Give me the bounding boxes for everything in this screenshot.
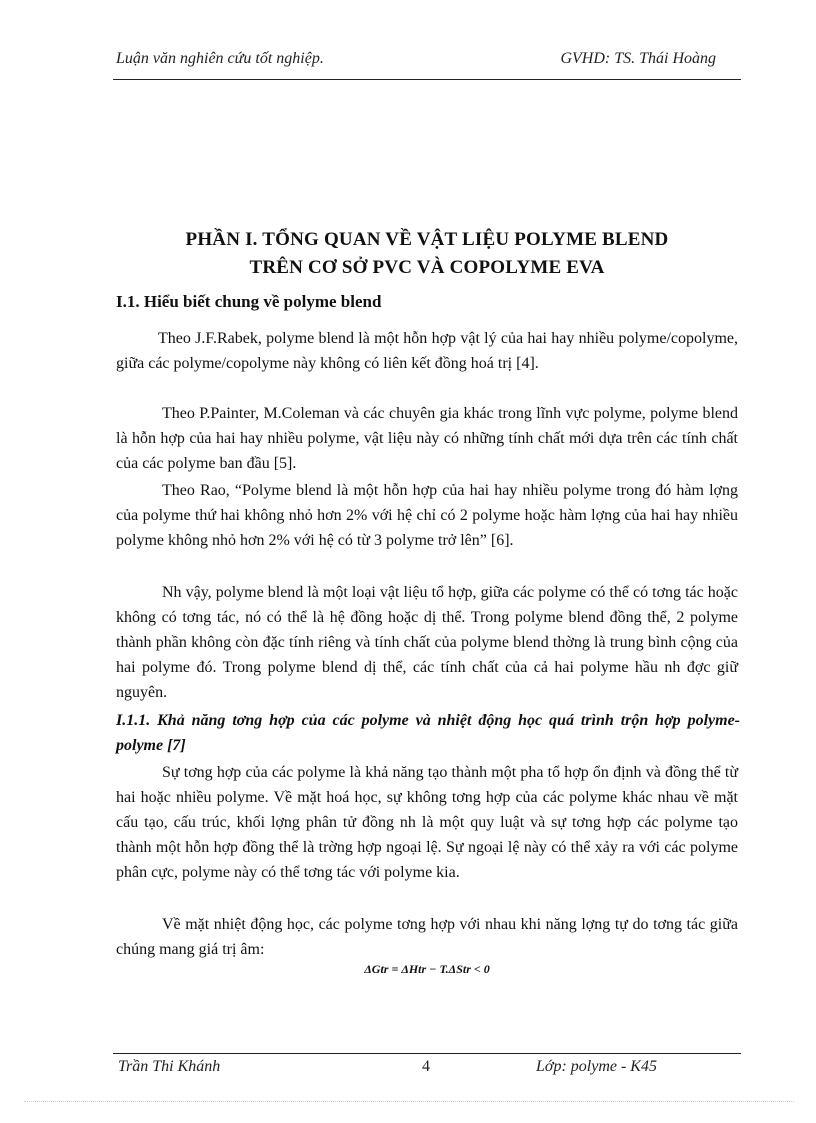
header-advisor: GVHD: TS. Thái Hoàng <box>560 50 716 67</box>
paragraph-5 <box>116 760 738 885</box>
footer-author: Trần Thi Khánh <box>118 1058 221 1075</box>
page-number: 4 <box>422 1058 430 1075</box>
subsection-heading: I.1.1. Khả năng tơng hợp của các polyme và nhiệt động học quá trình trộn hợp polyme- polyme [7] <box>116 712 740 754</box>
gibbs-energy-formula: ΔGtr = ΔHtr − T.ΔStr < 0 <box>364 962 490 976</box>
paragraph-text: Về mặt nhiệt động học, các polyme tơng hợp với nhau khi năng lợng tự do tơng tác giữa chúng mang giá trị âm: <box>116 916 738 958</box>
header-divider <box>113 79 741 80</box>
footer-class: Lớp: polyme - K45 <box>536 1058 657 1075</box>
paragraph-4 <box>116 580 738 705</box>
paragraph-text: Theo Rao, “Polyme blend là một hỗn hợp của hai hay nhiều polyme trong đó hàm lợng của polyme thứ hai không nhỏ hơn 2% với hệ chỉ có 2 polyme hoặc hàm lợng của hai hay nhiều polyme không nhỏ hơn 2% với hệ có từ 3 polyme trở lên” [6]. <box>116 482 738 549</box>
paragraph-text: Sự tơng hợp của các polyme là khả năng tạo thành một pha tổ hợp ổn định và đồng thể từ hai hoặc nhiều polyme. Về mặt hoá học, sự không tơng hợp của các polyme khác nhau về mặt cấu tạo, cấu trúc, khối lợng phân tử đồng nh là một quy luật và sự tơng hợp các polyme tạo thành một hỗn hợp đồng thể là trờng hợp ngoại lệ. Sự ngoại lệ này có thể xảy ra với các polyme phân cực, polyme này có thể tơng tác với polyme kia. <box>116 764 738 881</box>
page-bottom-dotted-line <box>24 1101 794 1102</box>
paragraph-text: Theo P.Painter, M.Coleman và các chuyên gia khác trong lĩnh vực polyme, polyme blend là hỗn hợp của hai hay nhiều polyme, vật liệu này có những tính chất mới dựa trên các tính chất của các polyme ban đầu [5]. <box>116 405 738 472</box>
chapter-title-line-2: TRÊN CƠ SỞ PVC VÀ COPOLYME EVA <box>249 257 605 278</box>
chapter-title <box>113 226 741 282</box>
paragraph-2 <box>116 401 738 476</box>
paragraph-text: Nh vậy, polyme blend là một loại vật liệu tổ hợp, giữa các polyme có thể có tơng tác hoặc không có tơng tác, nó có thể là hệ đồng hoặc dị thể. Trong polyme blend đồng thể, 2 polyme thành phần không còn đặc tính riêng và tính chất của polyme blend thờng là trung bình cộng của hai polyme đó. Trong polyme blend dị thể, các tính chất của cả hai polyme hầu nh đợc giữ nguyên. <box>116 584 738 701</box>
footer-divider <box>113 1053 741 1054</box>
paragraph-1 <box>116 326 738 376</box>
section-heading: I.1. Hiểu biết chung về polyme blend <box>116 292 382 311</box>
header-thesis-label: Luận văn nghiên cứu tốt nghiệp. <box>116 50 324 67</box>
paragraph-3 <box>116 478 738 553</box>
paragraph-text: Theo J.F.Rabek, polyme blend là một hỗn hợp vật lý của hai hay nhiều polyme/copolyme, giữa các polyme/copolyme này không có liên kết đồng hoá trị [4]. <box>116 330 738 372</box>
paragraph-6 <box>116 912 738 962</box>
chapter-title-line-1: PHẦN I. TỔNG QUAN VỀ VẬT LIỆU POLYME BLEND <box>185 229 669 250</box>
